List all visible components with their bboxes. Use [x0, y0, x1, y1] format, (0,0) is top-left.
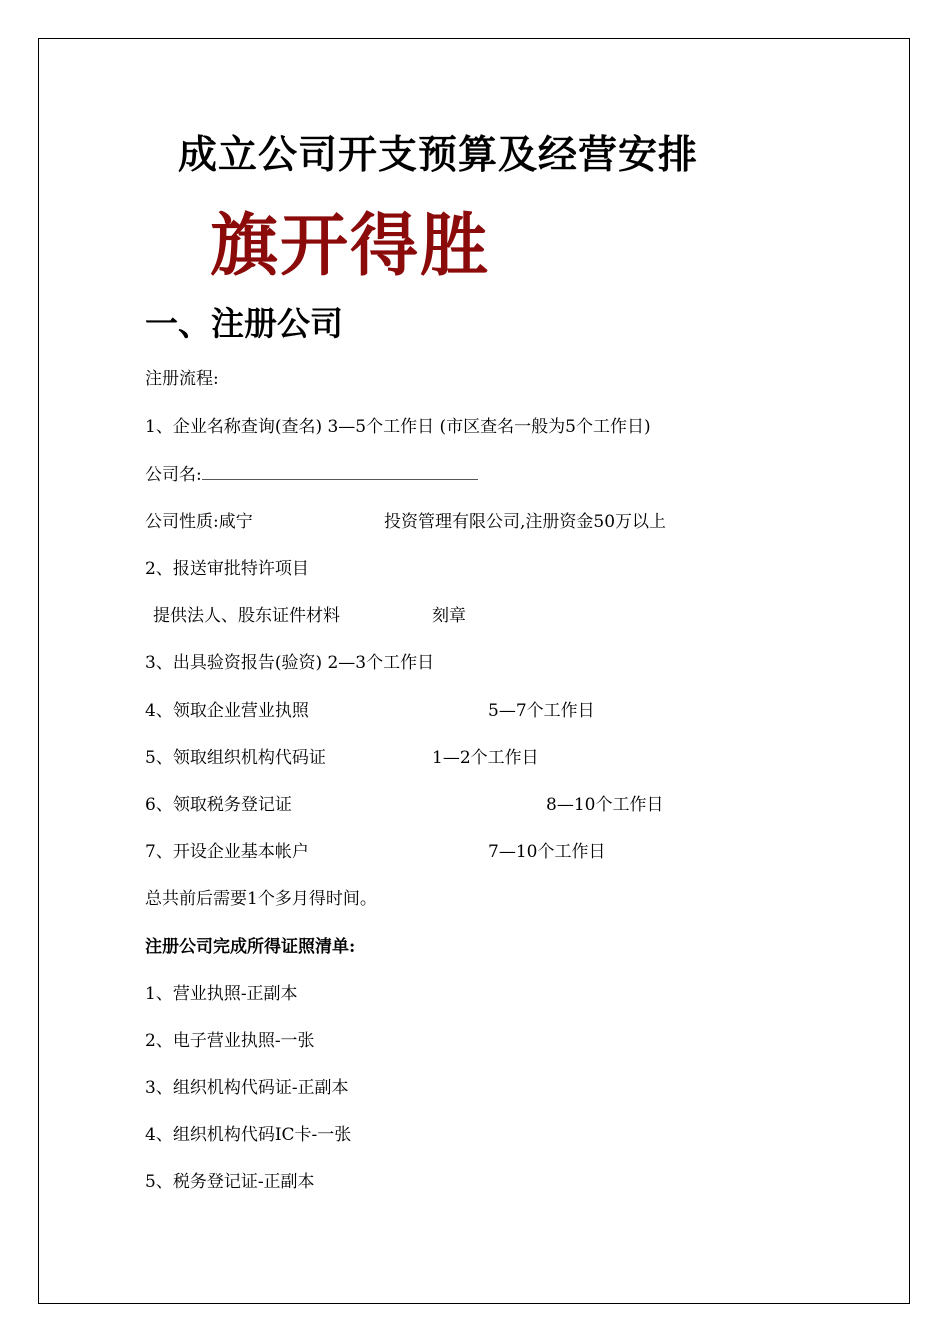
document-title: 成立公司开支预算及经营安排 — [178, 133, 699, 178]
step-1: 1、企业名称查询(查名) 3—5个工作日 (市区查名一般为5个工作日) — [145, 417, 651, 437]
section-heading: 一、注册公司 — [145, 304, 343, 343]
step-2: 2、报送审批特许项目 — [145, 559, 309, 579]
certificates-heading: 注册公司完成所得证照清单: — [145, 937, 356, 957]
step-7-label: 7、开设企业基本帐户 — [145, 842, 309, 862]
step-3: 3、出具验资报告(验资) 2—3个工作日 — [145, 653, 435, 673]
step-6-label: 6、领取税务登记证 — [145, 795, 292, 815]
certificate-item: 5、税务登记证-正副本 — [145, 1172, 315, 1192]
company-name-blank — [202, 465, 478, 480]
total-time: 总共前后需要1个多月得时间。 — [145, 889, 377, 909]
step-5-time: 1—2个工作日 — [432, 748, 539, 768]
certificate-item: 3、组织机构代码证-正副本 — [145, 1078, 349, 1098]
step-7-time: 7—10个工作日 — [488, 842, 606, 862]
step-4-label: 4、领取企业营业执照 — [145, 701, 309, 721]
company-type-label: 公司性质:咸宁 — [145, 512, 253, 532]
company-type-detail: 投资管理有限公司,注册资金50万以上 — [384, 512, 667, 532]
step-4-time: 5—7个工作日 — [488, 701, 595, 721]
company-name-label: 公司名: — [145, 465, 202, 485]
certificate-item: 1、营业执照-正副本 — [145, 984, 298, 1004]
flow-label: 注册流程: — [145, 369, 219, 389]
logo-calligraphy: 旗开得胜 — [210, 206, 491, 286]
step-6-time: 8—10个工作日 — [546, 795, 664, 815]
step-2-detail-materials: 提供法人、股东证件材料 — [153, 606, 340, 626]
certificate-item: 4、组织机构代码IC卡-一张 — [145, 1125, 352, 1145]
step-5-label: 5、领取组织机构代码证 — [145, 748, 326, 768]
certificate-item: 2、电子营业执照-一张 — [145, 1031, 315, 1051]
step-2-detail-seal: 刻章 — [432, 606, 466, 626]
company-name-line — [145, 464, 478, 486]
